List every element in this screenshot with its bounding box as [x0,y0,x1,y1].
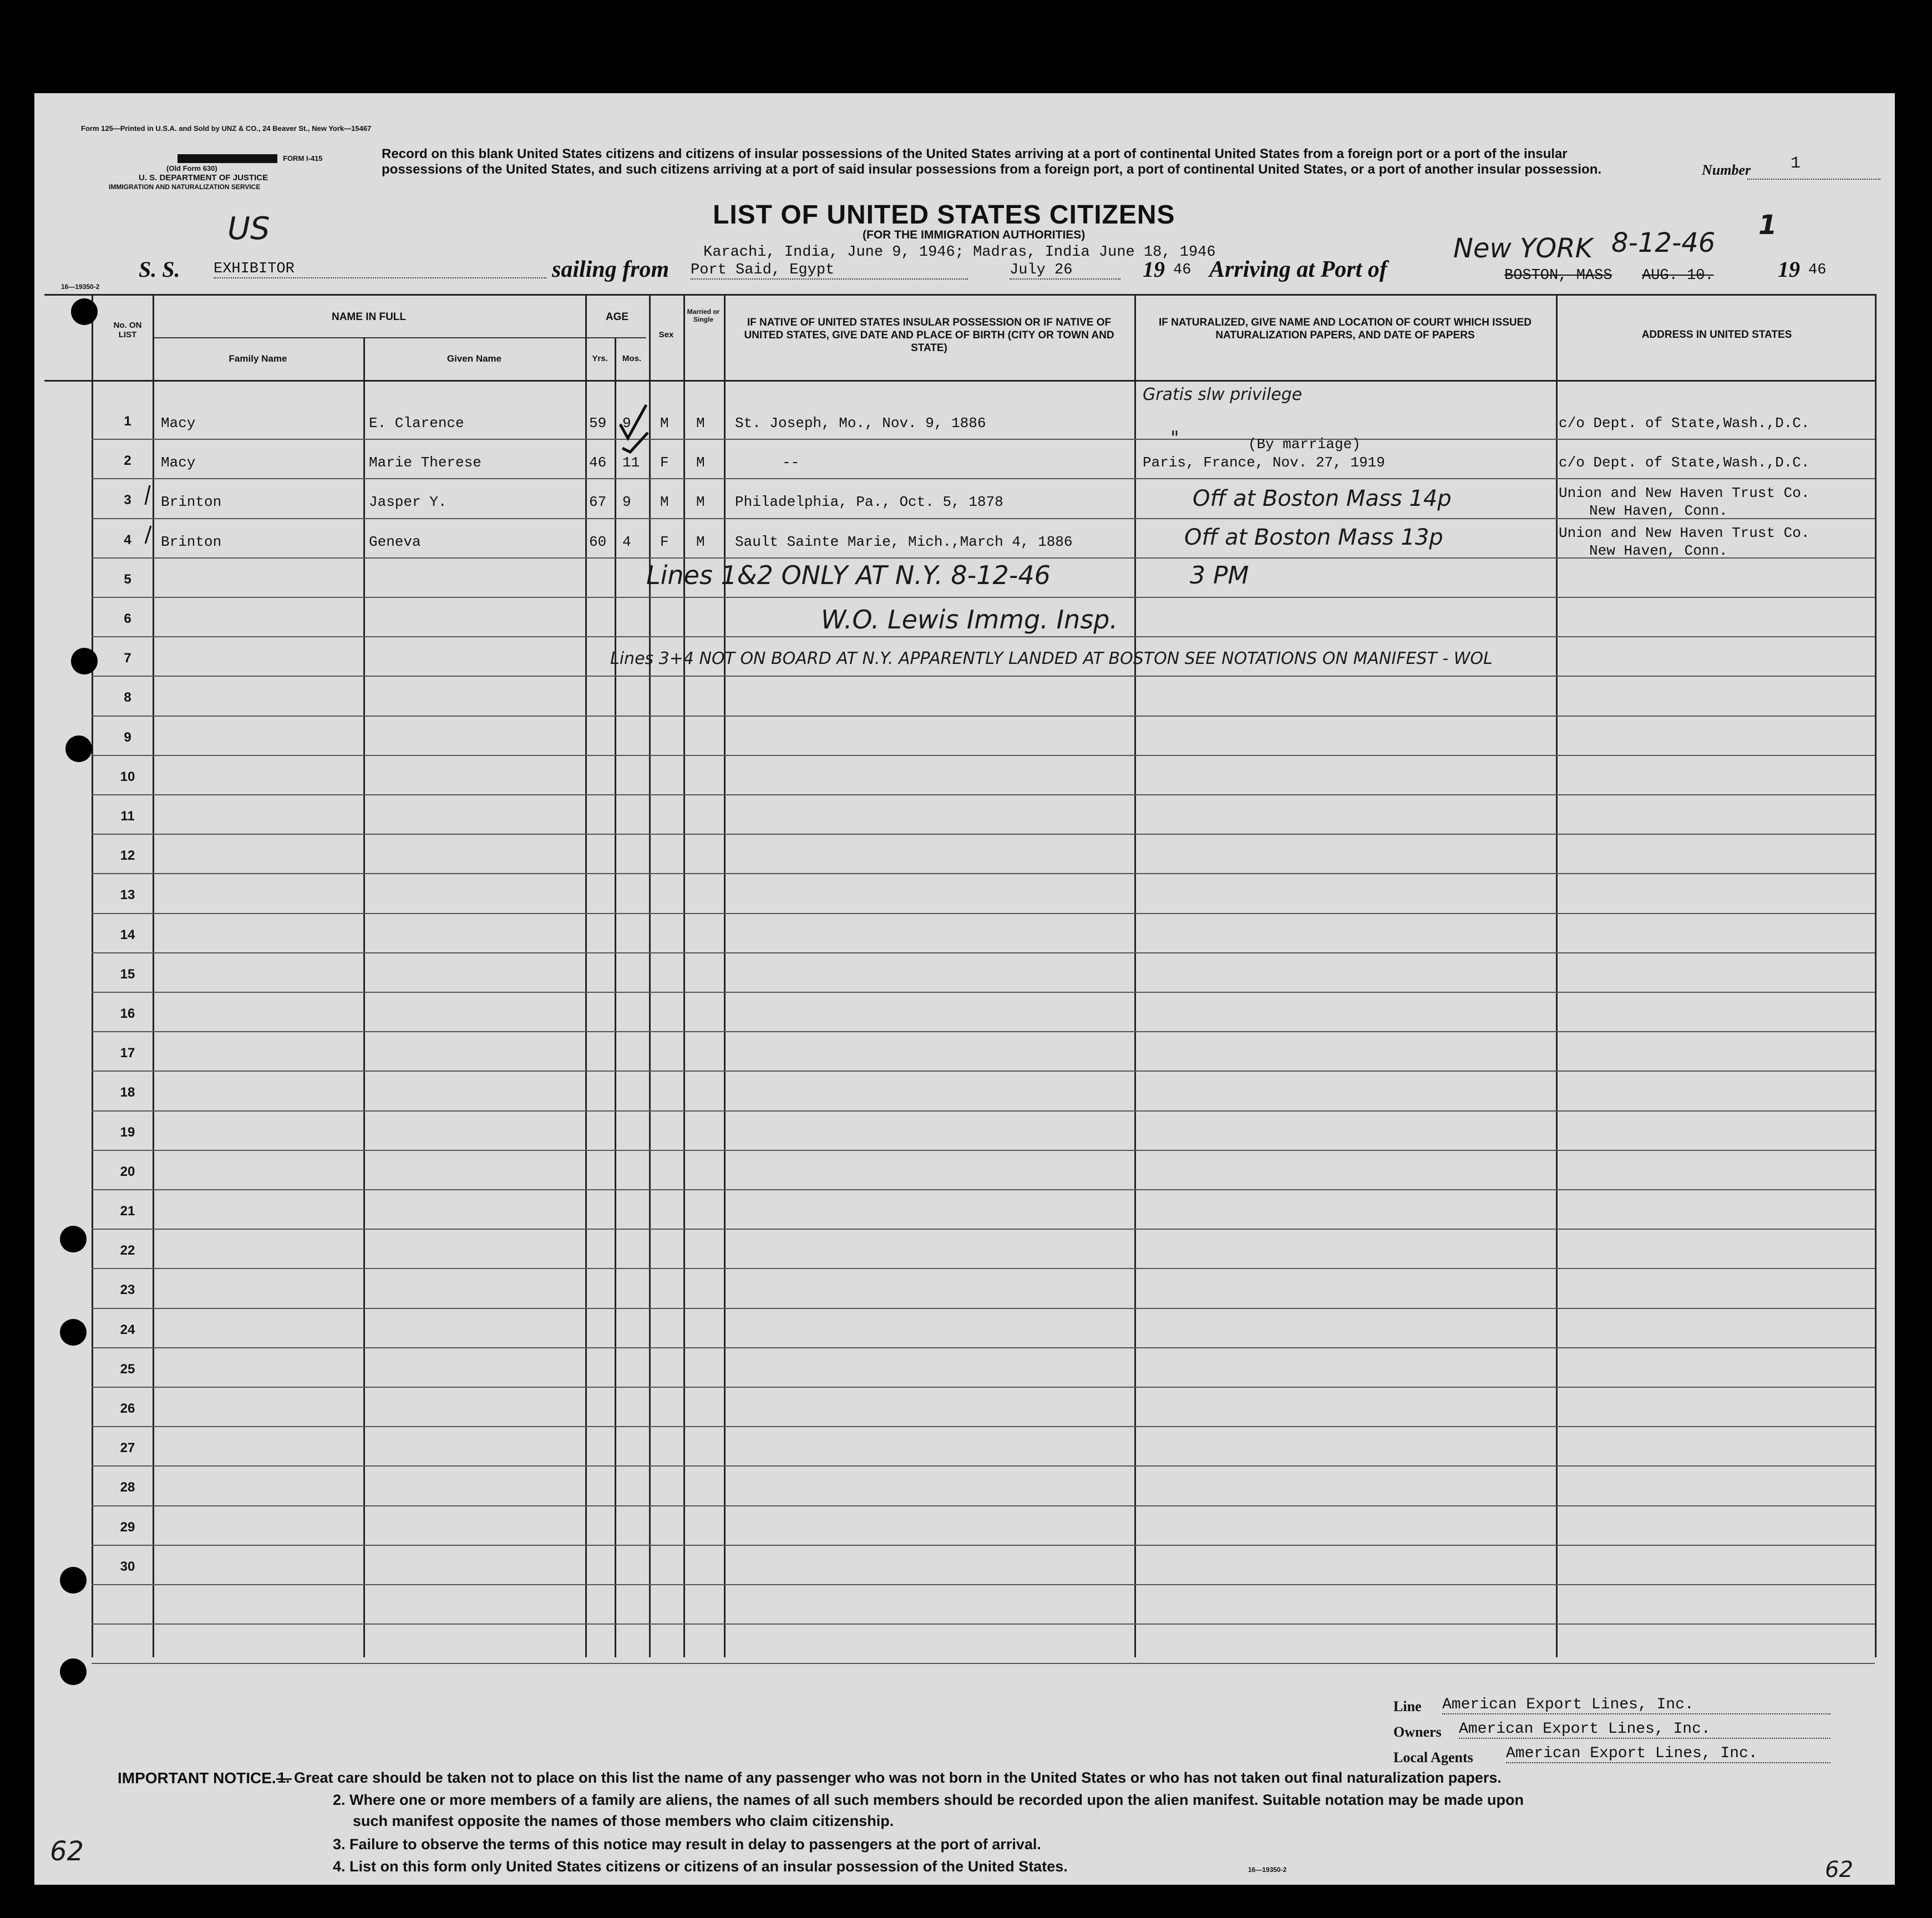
row-number: 24 [120,1322,135,1337]
sailing-date: July 26 [1010,262,1120,280]
row-divider [92,794,1875,795]
table-top-border [44,294,1875,296]
col-header-married: Married or Single [687,308,720,323]
ports-of-call: Karachi, India, June 9, 1946; Madras, India June 18, 1946 [703,244,1216,261]
row-divider [92,755,1875,756]
col-header-given: Given Name [447,353,502,364]
row-divider [92,439,1875,440]
check-mark-icon [616,399,655,455]
sex-cell: F [660,533,669,550]
row-divider [92,1268,1875,1269]
col-header-name: NAME IN FULL [331,311,407,323]
number-value: 1 [1791,154,1801,173]
marital-status-cell: M [696,454,705,471]
sailing-from-label: sailing from [552,257,670,282]
sex-cell: F [660,454,669,471]
hand-corner-note: 62 [1825,1857,1853,1883]
notice-2b: such manifest opposite the names of those members who claim citizenship. [353,1813,894,1829]
page-subtitle: (FOR THE IMMIGRATION AUTHORITIES) [863,229,1086,241]
col-header-birth: IF NATIVE OF UNITED STATES INSULAR POSSESSION OR IF NATIVE OF UNITED STATES, GIVE DATE AND PLACE OF BIRTH (CITY OR TOWN AND STATE) [744,317,1114,354]
row-divider [92,478,1875,479]
name-age-subheader-line [153,337,646,338]
col-header-sex: Sex [658,330,674,339]
printer-credit: Form 125—Printed in U.S.A. and Sold by UNZ & CO., 24 Beaver St., New York—15467 [81,124,372,133]
hand-row1-note: Gratis slw privilege [1143,385,1302,404]
row-divider [92,636,1875,637]
age-years-cell: 59 [589,415,607,432]
row-number: 16 [120,1006,135,1021]
col-header-naturalized: IF NATURALIZED, GIVE NAME AND LOCATION OF COURT WHICH ISSUED NATURALIZATION PAPERS, AND DATE OF PAPERS [1158,317,1532,341]
address-cell: New Haven, Conn. [1589,503,1728,520]
row-number: 4 [124,532,131,547]
row-divider [92,1663,1875,1664]
notice-title: IMPORTANT NOTICE.— [118,1769,292,1787]
row-number: 1 [124,414,131,429]
hand-sheet-number: 1 [1758,210,1777,241]
punch-hole [60,1658,87,1685]
age-months-cell: 9 [622,415,631,432]
row-number: 18 [120,1085,135,1100]
hand-line5-time: 3 PM [1190,561,1249,590]
by-marriage: (By marriage) [1248,436,1361,453]
row-divider [92,1387,1875,1388]
ship-name: EXHIBITOR [214,261,546,278]
row-divider [92,834,1875,835]
row-divider [92,1189,1875,1190]
marital-status-cell: M [696,494,705,511]
row-divider [92,716,1875,717]
row-divider [92,913,1875,914]
row-number: 28 [120,1480,135,1495]
agents-value: American Export Lines, Inc. [1506,1745,1830,1763]
row-divider [92,952,1875,953]
row-divider [92,676,1875,677]
family-name-cell: Brinton [161,533,222,550]
row-number: 9 [124,729,131,745]
marital-status-cell: M [696,533,705,550]
sex-cell: M [660,494,669,511]
hand-line5-note: Lines 1&2 ONLY AT N.Y. 8-12-46 [646,560,1051,590]
row-number: 20 [120,1164,135,1179]
col-header-address: ADDRESS IN UNITED STATES [1641,329,1792,341]
line-label: Line [1393,1698,1422,1714]
row-divider [92,1465,1875,1467]
col-header-yrs: Yrs. [592,354,608,363]
row-number: 3 [124,493,131,508]
punch-hole [60,1319,87,1346]
family-name-cell: Brinton [161,494,222,511]
row-divider [92,1308,1875,1309]
row-number: 2 [124,453,131,469]
col-divider-sex [649,294,651,1657]
arrival-year: 46 [1808,262,1827,278]
age-years-cell: 60 [589,533,607,550]
row-divider [92,1229,1875,1230]
family-name-cell: Macy [161,454,196,471]
header-bottom-border [44,380,1875,382]
col-divider-age [585,294,587,1657]
punch-hole [71,648,98,674]
old-form: (Old Form 630) [166,164,217,172]
year-prefix-1: 19 [1143,257,1165,282]
row-number: 22 [120,1243,135,1259]
punch-hole [71,298,98,325]
address-cell: New Haven, Conn. [1589,542,1728,559]
notice-3: 3. Failure to observe the terms of this notice may result in delay to passengers at the port of arrival. [333,1836,1041,1853]
row-divider [92,1545,1875,1546]
hand-left-margin-note: 62 [50,1836,84,1867]
row-divider [92,1150,1875,1151]
age-months-cell: 11 [622,454,640,471]
row-divider [92,1110,1875,1112]
sex-cell: M [660,415,669,432]
given-name-cell: E. Clarence [369,415,464,432]
struck-arrival-date: AUG. 10. [1642,267,1714,284]
hand-arrival-date: 8-12-46 [1611,227,1716,258]
row-divider [92,1347,1875,1348]
col-divider-naturalized [1134,294,1136,1657]
col-header-age: AGE [605,311,629,323]
age-months-cell: 4 [622,533,631,550]
hand-inspector-signature: W.O. Lewis Immg. Insp. [821,605,1118,635]
row-number: 29 [120,1519,135,1535]
punch-hole [60,1567,87,1594]
notice-1: 1. Great care should be taken not to place on this list the name of any passenger who was not born in the United States or who has not taken out final naturalization papers. [277,1769,1502,1786]
row-number: 7 [124,651,131,666]
side-form-code: 16—19350-2 [61,283,100,291]
row-number: 8 [124,690,131,706]
row-number: 27 [120,1440,135,1456]
marital-status-cell: M [696,415,705,432]
hand-us-note: US [227,211,270,247]
row-divider [92,1623,1875,1625]
number-line [1747,177,1880,180]
given-name-cell: Marie Therese [369,454,481,471]
record-instructions: Record on this blank United States citizens and citizens of insular possessions of the United States arriving at a port of continental United States from a foreign port or a port of the insular possessions of the United States, and such citizens arriving at a port of said insular possessions from a foreign port, a port of continental United States, or a port of another insular possession. [382,146,1602,177]
row-number: 13 [120,887,135,903]
redaction-bar [178,154,277,163]
agents-label: Local Agents [1393,1749,1473,1765]
col-header-no: No. ON LIST [113,321,142,339]
address-cell: Union and New Haven Trust Co. [1559,485,1810,502]
form-id: FORM I-415 [283,154,323,163]
row-number: 5 [124,571,131,587]
row-number: 11 [120,809,135,824]
row-divider [92,1426,1875,1427]
col-divider-married [683,294,685,1657]
ss-label: S. S. [139,257,180,282]
row-number: 26 [120,1401,135,1416]
line-value: American Export Lines, Inc. [1442,1696,1830,1714]
year-prefix-2: 19 [1778,257,1800,282]
row-divider [92,1505,1875,1506]
row-divider [92,873,1875,874]
punch-hole [65,735,92,762]
arriving-label: Arriving at Port of [1209,257,1387,282]
row-divider [92,992,1875,993]
page-title: LIST OF UNITED STATES CITIZENS [713,200,1175,230]
struck-arrival-port: BOSTON, MASS [1504,267,1612,284]
service: IMMIGRATION AND NATURALIZATION SERVICE [109,183,261,191]
family-name-cell: Macy [161,415,196,432]
col-header-family: Family Name [229,353,287,364]
hand-line7-note: Lines 3+4 NOT ON BOARD AT N.Y. APPARENTLY LANDED AT BOSTON SEE NOTATIONS ON MANIFEST - WOL [610,649,1493,668]
col-divider-mos [615,337,616,1657]
birthplace-cell: Philadelphia, Pa., Oct. 5, 1878 [735,494,1003,511]
row-number: 30 [120,1559,135,1574]
notice-4: 4. List on this form only United States citizens or citizens of an insular possession of the United States. [333,1858,1068,1875]
row-divider [92,1070,1875,1072]
address-cell: Union and New Haven Trust Co. [1559,524,1810,541]
age-years-cell: 46 [589,454,607,471]
col-divider-given [363,337,365,1657]
row-divider [92,1584,1875,1585]
row-divider [92,597,1875,598]
birthplace-cell: Sault Sainte Marie, Mich.,March 4, 1886 [735,533,1073,550]
row-number: 19 [120,1124,135,1140]
bottom-form-code: 16—19350-2 [1248,1866,1287,1874]
given-name-cell: Jasper Y. [369,494,447,511]
sailing-year: 46 [1173,262,1191,278]
row-number: 6 [124,611,131,626]
punch-hole [60,1226,87,1252]
notice-2a: 2. Where one or more members of a family are aliens, the names of all such members should be recorded upon the alien manifest. Suitable notation may be made upon [333,1792,1524,1808]
row-number: 12 [120,848,135,864]
row-number: 14 [120,927,135,942]
hand-row4-note: Off at Boston Mass 13p [1184,525,1443,550]
col-divider-right [1875,294,1877,1657]
age-months-cell: 9 [622,494,631,511]
col-divider-no [92,294,93,1657]
naturalization-cell: Paris, France, Nov. 27, 1919 [1143,454,1385,471]
row-number: 25 [120,1361,135,1377]
owners-label: Owners [1393,1724,1442,1740]
address-cell: c/o Dept. of State,Wash.,D.C. [1559,454,1810,471]
tick-mark-icon [139,483,166,549]
address-cell: c/o Dept. of State,Wash.,D.C. [1559,415,1810,432]
age-years-cell: 67 [589,494,607,511]
hand-row3-note: Off at Boston Mass 14p [1193,486,1452,511]
hand-arrival-port: New YORK [1453,233,1593,264]
row-divider [92,1031,1875,1032]
row-number: 10 [120,769,135,784]
birthplace-cell: St. Joseph, Mo., Nov. 9, 1886 [735,415,986,432]
row-number: 23 [120,1282,135,1298]
col-header-mos: Mos. [622,354,642,363]
owners-value: American Export Lines, Inc. [1459,1721,1830,1739]
sailing-port: Port Said, Egypt [691,262,968,280]
row-number: 15 [120,966,135,982]
department: U. S. DEPARTMENT OF JUSTICE [139,173,268,182]
birthplace-cell: -- [782,454,800,471]
hand-ditto: " [1170,427,1179,449]
col-divider-birth [724,294,726,1657]
col-divider-address [1556,294,1558,1657]
row-number: 17 [120,1046,135,1061]
number-label: Number [1702,162,1751,178]
given-name-cell: Geneva [369,533,421,550]
row-number: 21 [120,1204,135,1219]
